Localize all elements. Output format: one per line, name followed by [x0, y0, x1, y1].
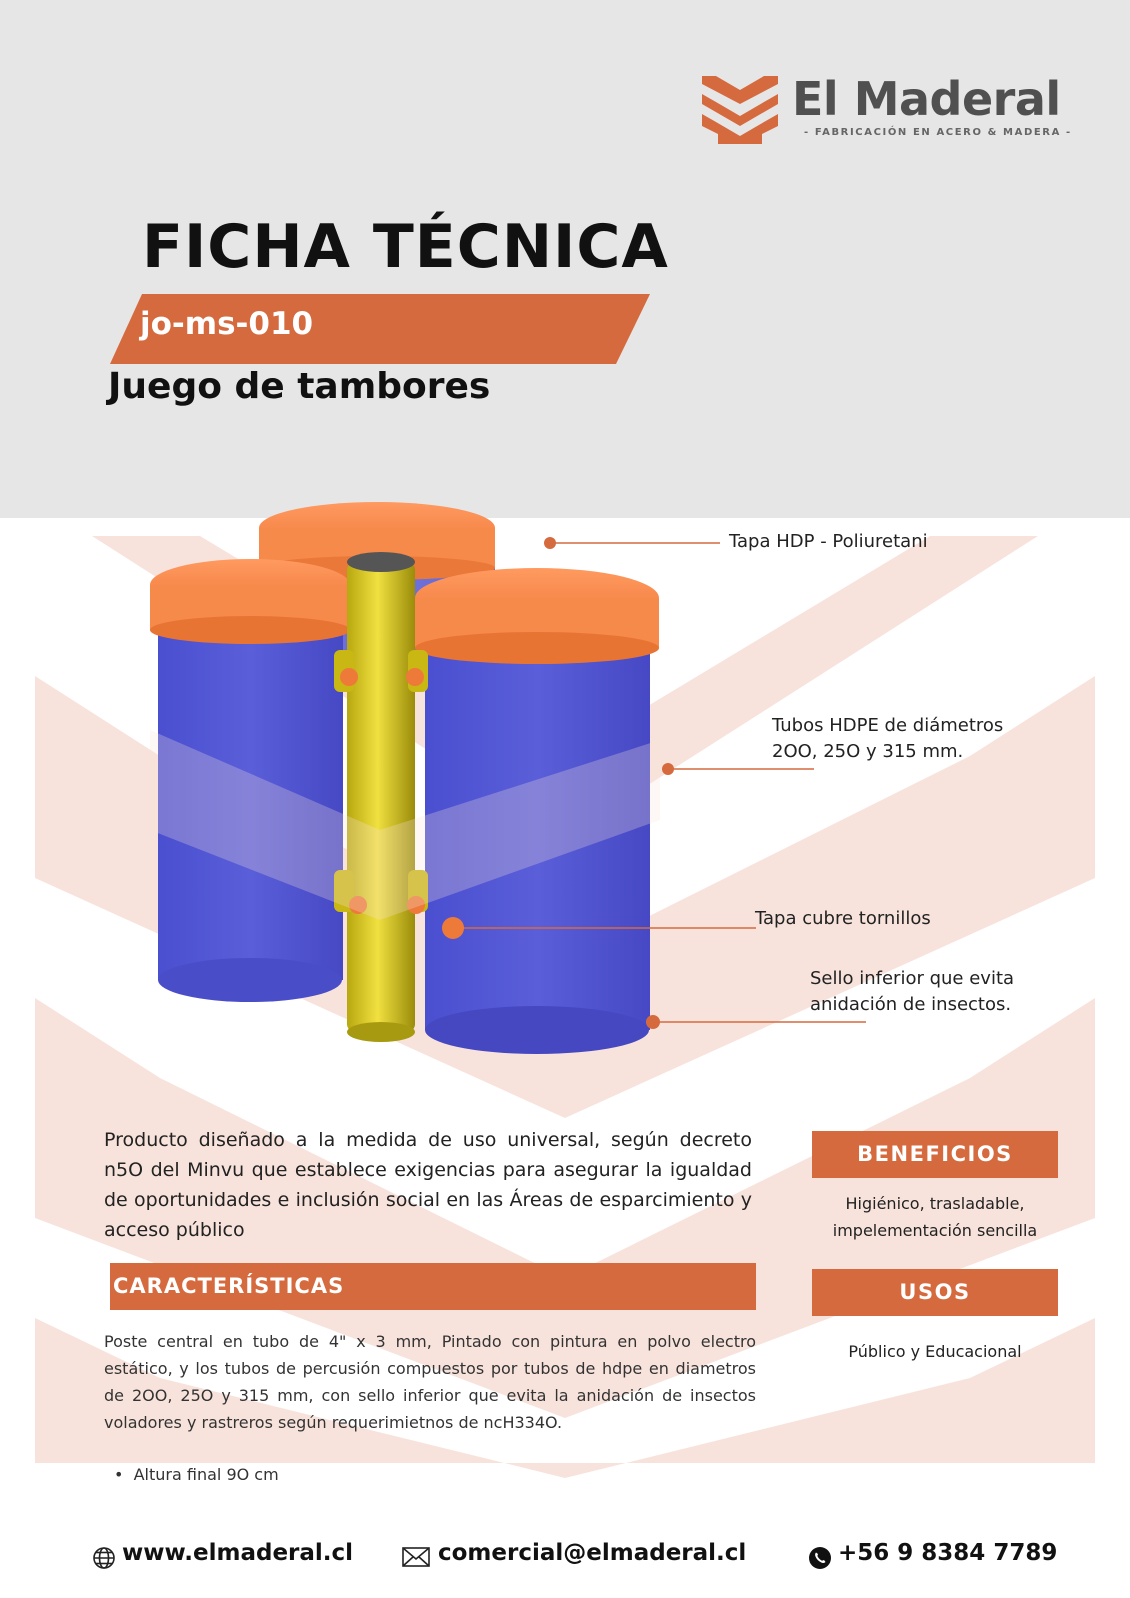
- callout-tubos-line2: 2OO, 25O y 315 mm.: [772, 741, 964, 762]
- callout-tapa: Tapa HDP - Poliuretani: [729, 531, 928, 552]
- central-pole: [334, 552, 428, 1042]
- globe-icon: [92, 1546, 116, 1570]
- beneficios-line1: Higiénico, trasladable,: [845, 1194, 1025, 1213]
- callout-sello-line2: anidación de insectos.: [810, 994, 1012, 1015]
- bullet-dot-icon: •: [114, 1465, 134, 1484]
- caracteristicas-header: [110, 1263, 756, 1310]
- envelope-icon: [402, 1546, 430, 1568]
- beneficios-heading: BENEFICIOS: [857, 1142, 1013, 1166]
- callout-tubos-line1: Tubos HDPE de diámetros: [772, 715, 1004, 736]
- beneficios-line2: impelementación sencilla: [832, 1221, 1038, 1240]
- page-title: FICHA TÉCNICA: [142, 212, 669, 282]
- product-description: Producto diseñado a la medida de uso universal, según decreto n5O del Minvu que establece exigencias para asegurar la igualdad de oportunidades e inclusión social en las Áreas de esparcimiento y acceso público: [104, 1129, 752, 1241]
- beneficios-header: [812, 1131, 1058, 1178]
- caracteristicas-bullet: [114, 1465, 279, 1484]
- usos-heading: USOS: [899, 1280, 971, 1304]
- caracteristicas-text: Poste central en tubo de 4" x 3 mm, Pintado con pintura en polvo electro estático, y los tubos de percusión compuestos por tubos de hdpe en diametros de 2OO, 25O y 315 mm, con sello inferior que evita la anidación de insectos voladores y rastreros según requerimietnos de ncH334O.: [104, 1332, 756, 1432]
- callout-sello-line1: Sello inferior que evita: [810, 968, 1015, 989]
- email-link[interactable]: comercial@elmaderal.cl: [438, 1540, 747, 1566]
- callout-tornillos: Tapa cubre tornillos: [755, 908, 931, 929]
- bullet-text: Altura final 9O cm: [133, 1465, 279, 1484]
- phone-number[interactable]: +56 9 8384 7789: [838, 1540, 1058, 1566]
- website-link[interactable]: www.elmaderal.cl: [122, 1540, 354, 1566]
- brand-name: El Maderal: [792, 72, 1061, 126]
- caracteristicas-heading: CARACTERÍSTICAS: [113, 1274, 345, 1298]
- usos-text: Público y Educacional: [848, 1342, 1022, 1361]
- product-code: jo-ms-010: [140, 306, 314, 342]
- usos-header: [812, 1269, 1058, 1316]
- callout-tubos: [772, 713, 1003, 765]
- footer-website[interactable]: [92, 1540, 352, 1574]
- phone-icon: [808, 1546, 832, 1570]
- product-name: Juego de tambores: [108, 366, 491, 407]
- brand-tagline: - FABRICACIÓN EN ACERO & MADERA -: [804, 127, 1072, 138]
- callout-sello: [810, 966, 1014, 1018]
- logo-chevron-icon: [702, 74, 778, 146]
- brand-logo: [702, 72, 1082, 152]
- beneficios-text: [812, 1190, 1058, 1244]
- footer-phone[interactable]: [808, 1540, 1058, 1574]
- footer-email[interactable]: [402, 1540, 747, 1574]
